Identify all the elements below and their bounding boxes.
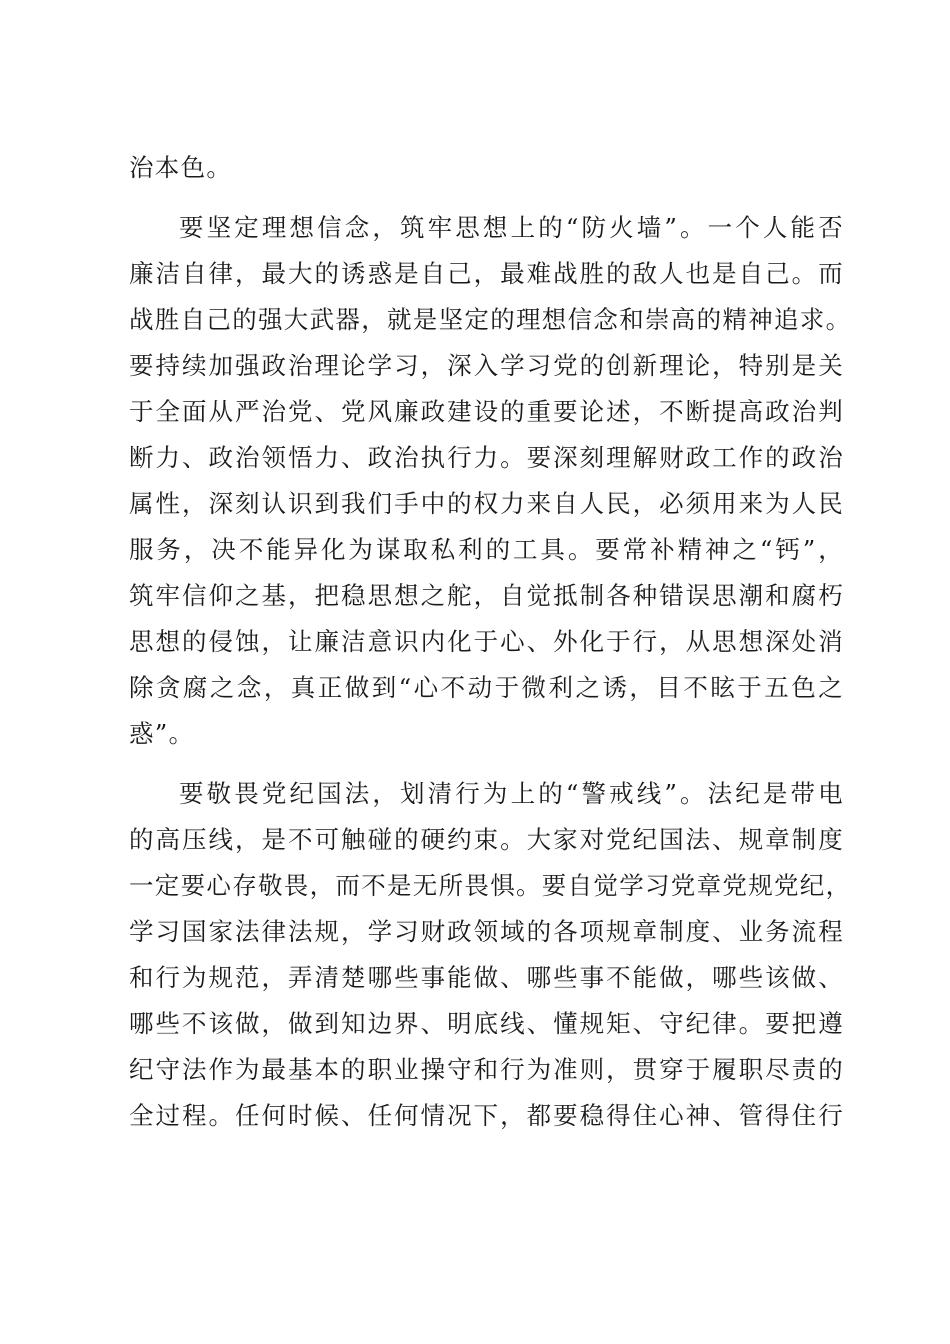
text-line: 一定要心存敬畏，而不是无所畏惧。要自觉学习党章党规党纪， <box>129 871 852 900</box>
text-line: 除贪腐之念，真正做到“心不动于微利之诱，目不眩于五色之 <box>129 673 844 702</box>
paragraph-gap <box>129 757 844 771</box>
text-line: 学习国家法律法规，学习财政领域的各项规章制度、业务流程 <box>129 917 844 946</box>
text-line: 服务，决不能异化为谋取私利的工具。要常补精神之“钙”， <box>129 535 844 564</box>
text-line: 战胜自己的强大武器，就是坚定的理想信念和崇高的精神追求。 <box>129 305 852 334</box>
text-line: 哪些不该做，做到知边界、明底线、懂规矩、守纪律。要把遵 <box>129 1009 844 1038</box>
text-line: 断力、政治领悟力、政治执行力。要深刻理解财政工作的政治 <box>129 443 844 472</box>
text-line: 思想的侵蚀，让廉洁意识内化于心、外化于行，从思想深处消 <box>129 627 844 656</box>
text-line: 治本色。 <box>129 153 233 182</box>
text-line: 要持续加强政治理论学习，深入学习党的创新理论，特别是关 <box>129 351 844 380</box>
paragraph-gap <box>129 191 844 205</box>
text-line: 要坚定理想信念，筑牢思想上的“防火墙”。一个人能否 <box>179 213 844 242</box>
text-line: 纪守法作为最基本的职业操守和行为准则，贯穿于履职尽责的 <box>129 1055 844 1084</box>
text-line: 于全面从严治党、党风廉政建设的重要论述，不断提高政治判 <box>129 397 844 426</box>
document-body <box>129 145 852 1139</box>
paragraph-discipline <box>129 771 852 1139</box>
paragraph-ideals <box>129 205 852 757</box>
text-line: 要敬畏党纪国法，划清行为上的“警戒线”。法纪是带电 <box>179 779 844 808</box>
text-line: 筑牢信仰之基，把稳思想之舵，自觉抵制各种错误思潮和腐朽 <box>129 581 844 610</box>
text-line: 和行为规范，弄清楚哪些事能做、哪些事不能做，哪些该做、 <box>129 963 844 992</box>
text-line: 的高压线，是不可触碰的硬约束。大家对党纪国法、规章制度 <box>129 825 844 854</box>
text-line: 属性，深刻认识到我们手中的权力来自人民，必须用来为人民 <box>129 489 844 518</box>
text-line: 廉洁自律，最大的诱惑是自己，最难战胜的敌人也是自己。而 <box>129 259 844 288</box>
text-line: 惑”。 <box>129 719 195 748</box>
paragraph-continuation <box>129 145 844 191</box>
text-line: 全过程。任何时候、任何情况下，都要稳得住心神、管得住行 <box>129 1101 844 1130</box>
